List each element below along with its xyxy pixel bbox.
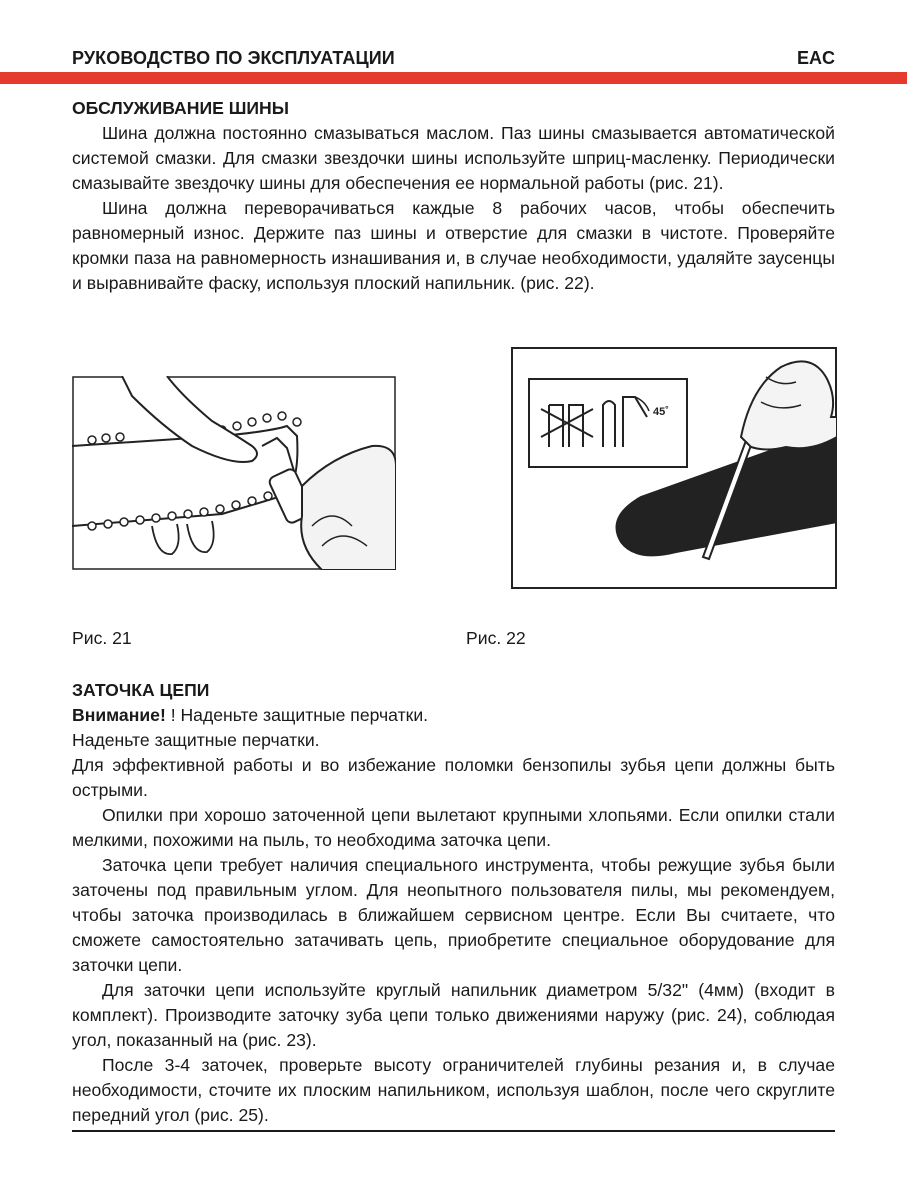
paragraph: Для заточки цепи используйте круглый напильник диаметром 5/32" (4мм) (входит в комплект). Производите заточку зуба цепи только движениями наружу (рис. 24), соблюдая угол, показанный на (рис. 23). (72, 980, 835, 1050)
paragraph: Шина должна переворачиваться каждые 8 рабочих часов, чтобы обеспечить равномерный износ. Держите паз шины и отверстие для смазки в чистоте. Проверяйте кромки паза на равномерность изнашивания и, в случае необходимости, удаляйте заусенцы и выравнивайте фаску, используя плоский напильник. (рис. 22). (72, 198, 835, 293)
paragraph: Опилки при хорошо заточенной цепи вылетают крупными хлопьями. Если опилки стали мелкими, похожими на пыль, то необходима заточка цепи. (72, 805, 835, 850)
bar-maintenance-section (72, 96, 835, 296)
angle-label: 45˚ (653, 406, 669, 418)
chain-sharpening-section (72, 678, 835, 1128)
figure-22-filing-bar (511, 347, 837, 589)
paragraph: Наденьте защитные перчатки. (72, 730, 320, 750)
warning-label: Внимание! (72, 705, 166, 725)
warning-line (72, 703, 835, 728)
eac-mark: EAC (796, 48, 835, 68)
footer-rule (72, 1130, 835, 1132)
paragraph: Для эффективной работы и во избежание поломки бензопилы зубья цепи должны быть острыми. (72, 755, 835, 800)
warning-text: ! Наденьте защитные перчатки. (165, 705, 429, 725)
paragraph: Шина должна постоянно смазываться маслом. Паз шины смазывается автоматической системой смазки. Для смазки звездочки шины используйте шприц-масленку. Периодически смазывайте звездочку шины для обеспечения ее нормальной работы (рис. 21). (72, 123, 835, 193)
section-heading-chain-sharpening: ЗАТОЧКА ЦЕПИ (72, 680, 210, 700)
section-heading-bar-maintenance: ОБСЛУЖИВАНИЕ ШИНЫ (72, 98, 289, 118)
figure-21-caption: Рис. 21 (72, 628, 132, 648)
figure-22-caption: Рис. 22 (466, 628, 526, 648)
page-header-title: РУКОВОДСТВО ПО ЭКСПЛУАТАЦИИ (72, 48, 395, 68)
figure-21-lubricating-sprocket (72, 376, 396, 570)
paragraph: После 3-4 заточек, проверьте высоту ограничителей глубины резания и, в случае необходимости, сточите их плоским напильником, используя шаблон, после чего скруглите передний угол (рис. 25). (72, 1055, 835, 1125)
header-accent-bar (0, 72, 907, 84)
paragraph: Заточка цепи требует наличия специального инструмента, чтобы режущие зубья были заточены под правильным углом. Для неопытного пользователя пилы, мы рекомендуем, чтобы заточка производилась в ближайшем сервисном центре. Если Вы считаете, что сможете самостоятельно затачивать цепь, приобретите специальное оборудование для заточки цепи. (72, 855, 835, 975)
